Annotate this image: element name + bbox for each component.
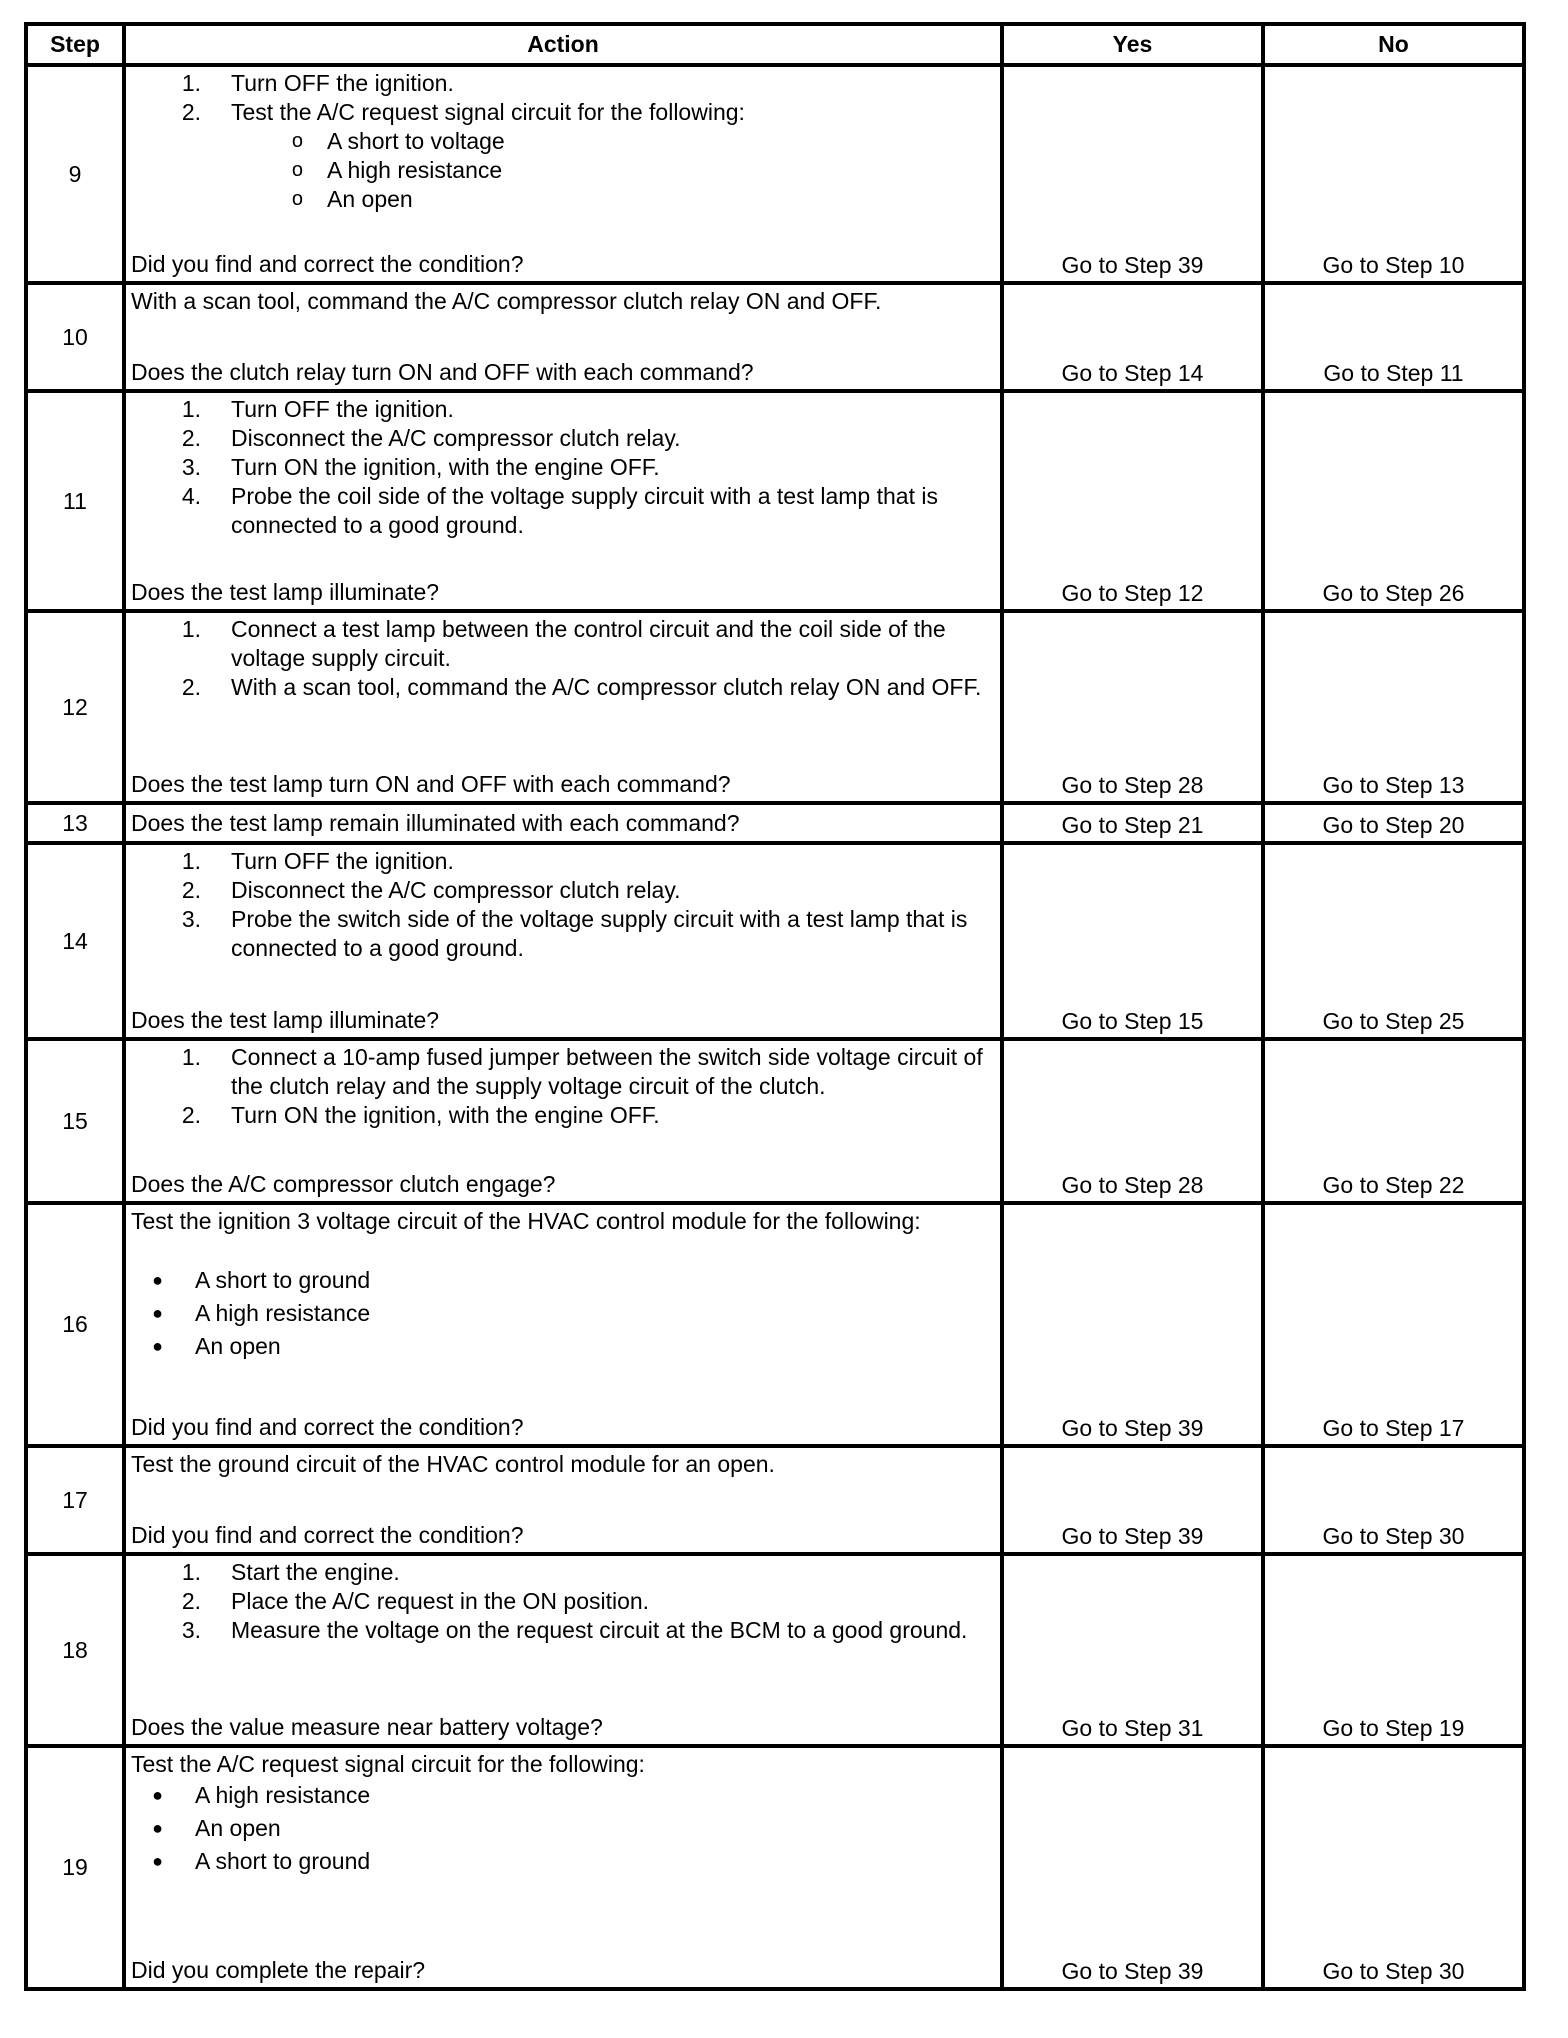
action-cell bbox=[124, 1039, 1002, 1203]
action-question: Did you find and correct the condition? bbox=[131, 251, 524, 277]
step-list-text: Disconnect the A/C compressor clutch relay. bbox=[231, 877, 681, 903]
step-number: 15 bbox=[26, 1039, 124, 1203]
action-intro: With a scan tool, command the A/C compressor clutch relay ON and OFF. bbox=[131, 288, 882, 314]
yes-result: Go to Step 39 bbox=[1002, 1746, 1263, 1989]
bullet-list-text: A high resistance bbox=[195, 1782, 371, 1808]
header-row bbox=[26, 24, 1524, 65]
step-list bbox=[131, 1043, 992, 1130]
step-list-item bbox=[131, 395, 992, 424]
no-result: Go to Step 17 bbox=[1263, 1203, 1524, 1446]
yes-result: Go to Step 14 bbox=[1002, 283, 1263, 391]
step-list-text: Connect a test lamp between the control circuit and the coil side of the voltage supply circuit. bbox=[231, 616, 946, 671]
no-result: Go to Step 11 bbox=[1263, 283, 1524, 391]
table-row bbox=[26, 65, 1524, 283]
step-number: 16 bbox=[26, 1203, 124, 1446]
action-cell bbox=[124, 611, 1002, 803]
bullet-dot-icon: ● bbox=[152, 1818, 163, 1838]
step-list-text: Test the A/C request signal circuit for the following: bbox=[231, 99, 745, 125]
step-number: 19 bbox=[26, 1746, 124, 1989]
no-result: Go to Step 22 bbox=[1263, 1039, 1524, 1203]
bullet-list-item bbox=[131, 1812, 992, 1845]
step-number: 13 bbox=[26, 803, 124, 843]
action-question: Does the test lamp remain illuminated with each command? bbox=[131, 809, 740, 836]
bullet-list-item bbox=[131, 1297, 992, 1330]
circle-bullet-icon: o bbox=[291, 130, 303, 152]
step-list-number: 4. bbox=[181, 483, 201, 509]
action-intro: Test the A/C request signal circuit for the following: bbox=[131, 1751, 645, 1777]
step-list bbox=[131, 69, 992, 127]
step-list-item bbox=[131, 1616, 992, 1645]
step-list-item bbox=[131, 453, 992, 482]
yes-result: Go to Step 31 bbox=[1002, 1554, 1263, 1746]
no-result: Go to Step 19 bbox=[1263, 1554, 1524, 1746]
bullet-list-text: A high resistance bbox=[195, 1300, 371, 1326]
step-list-number: 1. bbox=[181, 616, 201, 642]
no-result: Go to Step 26 bbox=[1263, 391, 1524, 611]
step-list-item bbox=[131, 1043, 992, 1101]
table-row bbox=[26, 283, 1524, 391]
step-list-text: Turn OFF the ignition. bbox=[231, 848, 454, 874]
step-list-item bbox=[131, 876, 992, 905]
header-action: Action bbox=[124, 24, 1002, 65]
bullet-list-text: A short to ground bbox=[195, 1267, 371, 1293]
sub-list-text: A high resistance bbox=[327, 157, 503, 183]
action-cell bbox=[124, 391, 1002, 611]
yes-result: Go to Step 28 bbox=[1002, 1039, 1263, 1203]
bullet-list-text: An open bbox=[195, 1815, 281, 1841]
header-no: No bbox=[1263, 24, 1524, 65]
action-intro: Test the ignition 3 voltage circuit of the HVAC control module for the following: bbox=[131, 1208, 921, 1234]
step-list-number: 2. bbox=[181, 674, 201, 700]
step-list-number: 2. bbox=[181, 1588, 201, 1614]
action-question: Did you find and correct the condition? bbox=[131, 1522, 524, 1548]
action-question: Does the value measure near battery voltage? bbox=[131, 1714, 603, 1740]
action-cell bbox=[124, 843, 1002, 1039]
yes-result: Go to Step 12 bbox=[1002, 391, 1263, 611]
step-list-number: 2. bbox=[181, 99, 201, 125]
sub-list-item bbox=[131, 127, 992, 156]
sub-list-item bbox=[131, 185, 992, 214]
step-number: 12 bbox=[26, 611, 124, 803]
step-list bbox=[131, 847, 992, 963]
yes-result: Go to Step 39 bbox=[1002, 1446, 1263, 1554]
header-step: Step bbox=[26, 24, 124, 65]
step-list-text: Start the engine. bbox=[231, 1559, 400, 1585]
step-list-text: Turn OFF the ignition. bbox=[231, 70, 454, 96]
step-list-item bbox=[131, 424, 992, 453]
header-yes: Yes bbox=[1002, 24, 1263, 65]
table-row bbox=[26, 803, 1524, 843]
step-list-item bbox=[131, 1558, 992, 1587]
table-row bbox=[26, 1746, 1524, 1989]
no-result: Go to Step 10 bbox=[1263, 65, 1524, 283]
step-list-text: Disconnect the A/C compressor clutch relay. bbox=[231, 425, 681, 451]
step-list-number: 3. bbox=[181, 454, 201, 480]
step-list-text: With a scan tool, command the A/C compressor clutch relay ON and OFF. bbox=[231, 674, 982, 700]
bullet-list-text: An open bbox=[195, 1333, 281, 1359]
step-list-item bbox=[131, 482, 992, 540]
step-list-text: Turn ON the ignition, with the engine OFF. bbox=[231, 1102, 660, 1128]
step-list-text: Measure the voltage on the request circuit at the BCM to a good ground. bbox=[231, 1617, 968, 1643]
step-list-number: 1. bbox=[181, 70, 201, 96]
step-list-number: 2. bbox=[181, 877, 201, 903]
bullet-dot-icon: ● bbox=[152, 1336, 163, 1356]
step-list-number: 1. bbox=[181, 1044, 201, 1070]
step-list-text: Probe the coil side of the voltage supply circuit with a test lamp that is connected to a good ground. bbox=[231, 483, 938, 538]
step-list-item bbox=[131, 1101, 992, 1130]
step-number: 9 bbox=[26, 65, 124, 283]
action-question: Did you complete the repair? bbox=[131, 1957, 426, 1983]
action-cell bbox=[124, 1203, 1002, 1446]
step-list-number: 3. bbox=[181, 1617, 201, 1643]
action-cell bbox=[124, 65, 1002, 283]
step-list-item bbox=[131, 905, 992, 963]
bullet-list-item bbox=[131, 1779, 992, 1812]
table-row bbox=[26, 1446, 1524, 1554]
yes-result: Go to Step 28 bbox=[1002, 611, 1263, 803]
step-list-number: 1. bbox=[181, 848, 201, 874]
bullet-dot-icon: ● bbox=[152, 1303, 163, 1323]
circle-bullet-icon: o bbox=[291, 188, 303, 210]
sub-list-item bbox=[131, 156, 992, 185]
yes-result: Go to Step 15 bbox=[1002, 843, 1263, 1039]
action-cell bbox=[124, 1446, 1002, 1554]
step-list-text: Probe the switch side of the voltage supply circuit with a test lamp that is connected to a good ground. bbox=[231, 906, 968, 961]
step-list bbox=[131, 395, 992, 540]
sub-list-text: An open bbox=[327, 186, 413, 212]
bullet-list-item bbox=[131, 1845, 992, 1878]
step-list-item bbox=[131, 847, 992, 876]
yes-result: Go to Step 39 bbox=[1002, 1203, 1263, 1446]
action-question: Does the test lamp illuminate? bbox=[131, 1007, 440, 1033]
bullet-dot-icon: ● bbox=[152, 1851, 163, 1871]
sub-list-text: A short to voltage bbox=[327, 128, 505, 154]
table-row bbox=[26, 1039, 1524, 1203]
action-cell bbox=[124, 803, 1002, 843]
bullet-list-text: A short to ground bbox=[195, 1848, 371, 1874]
table-row bbox=[26, 1554, 1524, 1746]
action-question: Did you find and correct the condition? bbox=[131, 1414, 524, 1440]
diagnostic-table bbox=[24, 22, 1526, 1991]
step-number: 17 bbox=[26, 1446, 124, 1554]
no-result: Go to Step 20 bbox=[1263, 803, 1524, 843]
circle-bullet-icon: o bbox=[291, 159, 303, 181]
no-result: Go to Step 25 bbox=[1263, 843, 1524, 1039]
action-question: Does the clutch relay turn ON and OFF with each command? bbox=[131, 359, 754, 385]
step-list-number: 1. bbox=[181, 1559, 201, 1585]
table-row bbox=[26, 843, 1524, 1039]
step-list-number: 2. bbox=[181, 425, 201, 451]
step-list-item bbox=[131, 1587, 992, 1616]
table-row bbox=[26, 1203, 1524, 1446]
step-list-number: 1. bbox=[181, 396, 201, 422]
action-intro: Test the ground circuit of the HVAC control module for an open. bbox=[131, 1451, 775, 1477]
action-question: Does the test lamp illuminate? bbox=[131, 579, 440, 605]
step-number: 18 bbox=[26, 1554, 124, 1746]
no-result: Go to Step 30 bbox=[1263, 1446, 1524, 1554]
yes-result: Go to Step 39 bbox=[1002, 65, 1263, 283]
step-number: 14 bbox=[26, 843, 124, 1039]
step-list-item bbox=[131, 673, 992, 702]
bullet-list-item bbox=[131, 1264, 992, 1297]
step-number: 11 bbox=[26, 391, 124, 611]
action-cell bbox=[124, 1746, 1002, 1989]
step-list bbox=[131, 615, 992, 702]
step-list-text: Connect a 10-amp fused jumper between the switch side voltage circuit of the clutch relay and the supply voltage circuit of the clutch. bbox=[231, 1044, 983, 1099]
step-list-item bbox=[131, 98, 992, 127]
sub-list bbox=[131, 127, 992, 214]
action-question: Does the A/C compressor clutch engage? bbox=[131, 1171, 556, 1197]
table-row bbox=[26, 391, 1524, 611]
bullet-list-item bbox=[131, 1330, 992, 1363]
bullet-dot-icon: ● bbox=[152, 1270, 163, 1290]
bullet-list bbox=[131, 1264, 992, 1363]
step-list bbox=[131, 1558, 992, 1645]
action-question: Does the test lamp turn ON and OFF with each command? bbox=[131, 771, 731, 797]
step-list-item bbox=[131, 615, 992, 673]
no-result: Go to Step 13 bbox=[1263, 611, 1524, 803]
bullet-dot-icon: ● bbox=[152, 1785, 163, 1805]
step-list-text: Turn ON the ignition, with the engine OFF. bbox=[231, 454, 660, 480]
step-list-number: 2. bbox=[181, 1102, 201, 1128]
table-row bbox=[26, 611, 1524, 803]
bullet-list bbox=[131, 1779, 992, 1878]
yes-result: Go to Step 21 bbox=[1002, 803, 1263, 843]
action-cell bbox=[124, 283, 1002, 391]
step-list-text: Turn OFF the ignition. bbox=[231, 396, 454, 422]
step-list-number: 3. bbox=[181, 906, 201, 932]
no-result: Go to Step 30 bbox=[1263, 1746, 1524, 1989]
action-cell bbox=[124, 1554, 1002, 1746]
step-list-item bbox=[131, 69, 992, 98]
step-list-text: Place the A/C request in the ON position. bbox=[231, 1588, 650, 1614]
step-number: 10 bbox=[26, 283, 124, 391]
